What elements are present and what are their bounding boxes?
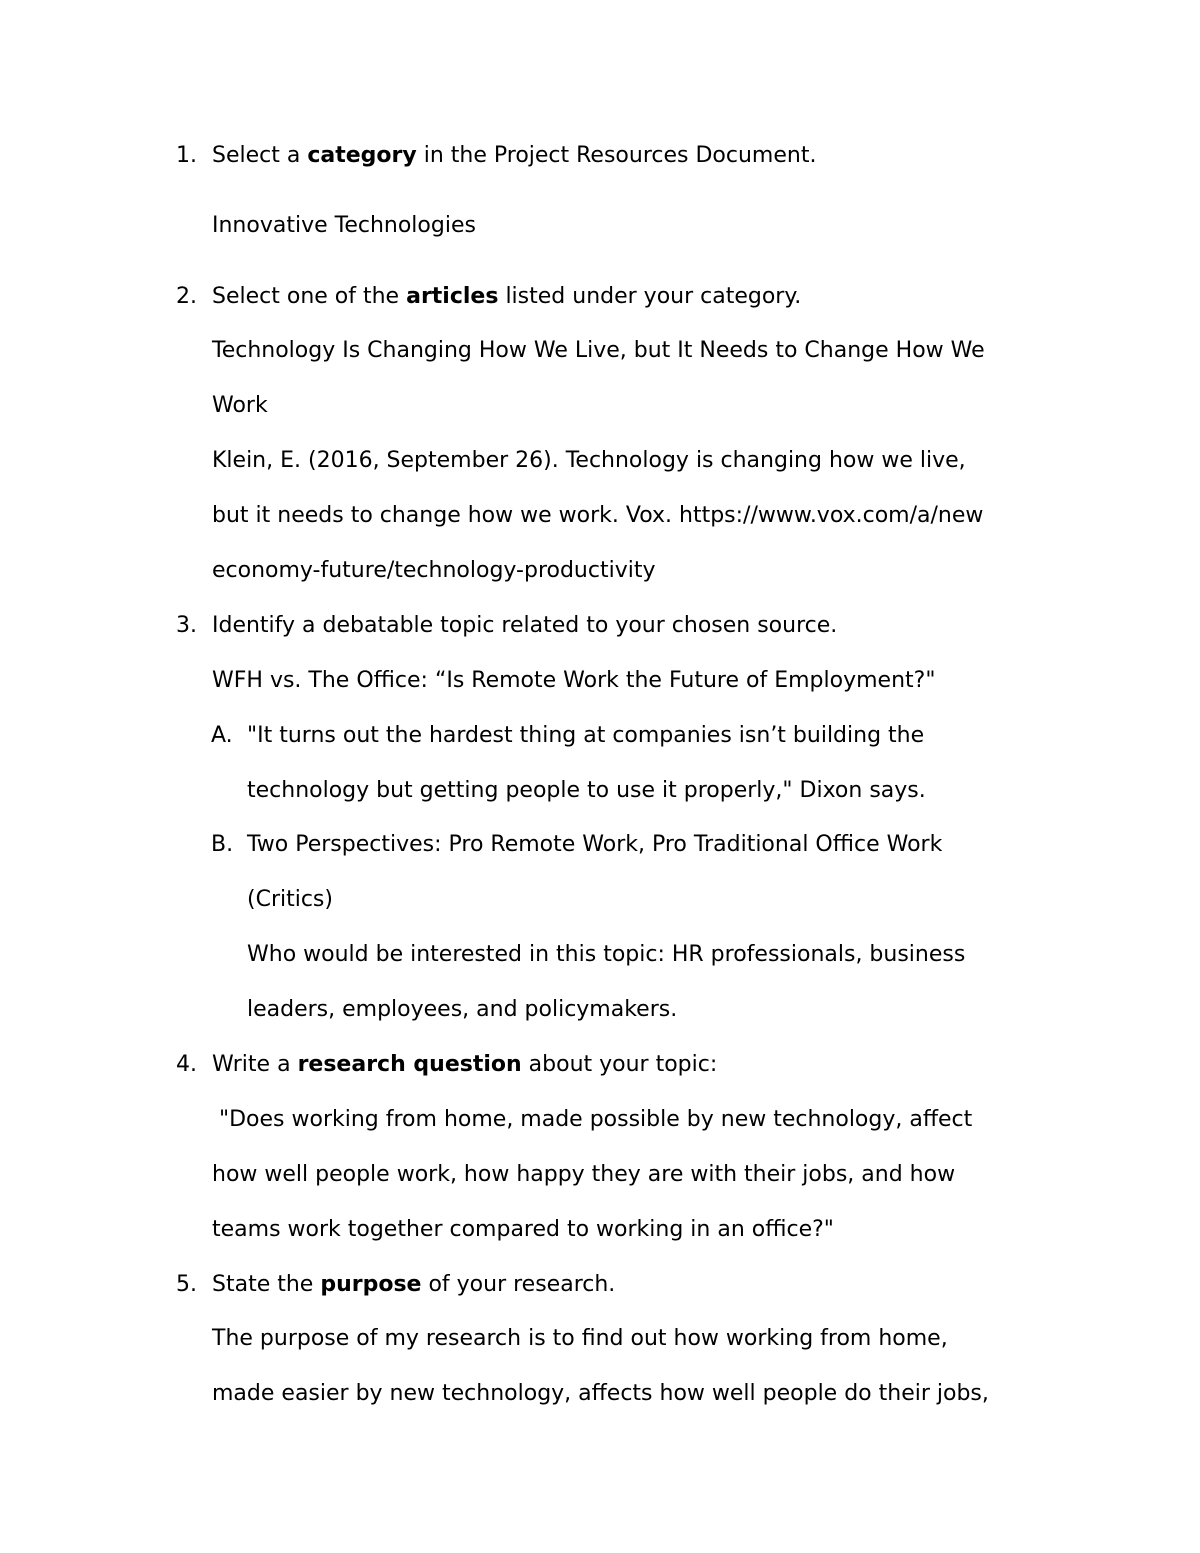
subitem-line: "It turns out the hardest thing at companies isn’t building the bbox=[247, 723, 925, 748]
subitem-line: (Critics) bbox=[247, 887, 333, 912]
answer-line: "Does working from home, made possible by new technology, affect bbox=[212, 1107, 973, 1132]
item-number: 4. bbox=[176, 1052, 197, 1077]
item-prompt: Write a research question about your topic: bbox=[212, 1052, 718, 1077]
item-prompt: State the purpose of your research. bbox=[212, 1272, 616, 1297]
answer-line: Klein, E. (2016, September 26). Technology is changing how we live, bbox=[212, 448, 966, 473]
subitem-line: Two Perspectives: Pro Remote Work, Pro Traditional Office Work bbox=[247, 832, 943, 857]
answer-line: WFH vs. The Office: “Is Remote Work the Future of Employment?" bbox=[212, 668, 936, 693]
item-prompt: Select one of the articles listed under your category. bbox=[212, 284, 802, 309]
answer-line: how well people work, how happy they are with their jobs, and how bbox=[212, 1162, 956, 1187]
item-number: 5. bbox=[176, 1272, 197, 1297]
answer-line: teams work together compared to working in an office?" bbox=[212, 1217, 834, 1242]
answer-line: economy-future/technology-productivity bbox=[212, 558, 656, 583]
answer-line: but it needs to change how we work. Vox. https://www.vox.com/a/new bbox=[212, 503, 984, 528]
answer-line: Innovative Technologies bbox=[212, 213, 476, 238]
item-prompt: Identify a debatable topic related to your chosen source. bbox=[212, 613, 838, 638]
answer-line: made easier by new technology, affects how well people do their jobs, bbox=[212, 1381, 989, 1406]
item-prompt: Select a category in the Project Resources Document. bbox=[212, 143, 817, 168]
item-number: 1. bbox=[176, 143, 197, 168]
subitem-line: technology but getting people to use it properly," Dixon says. bbox=[247, 778, 926, 803]
answer-line: The purpose of my research is to find out how working from home, bbox=[212, 1326, 948, 1351]
subitem-letter: B. bbox=[211, 832, 234, 857]
item-number: 3. bbox=[176, 613, 197, 638]
subitem-line: leaders, employees, and policymakers. bbox=[247, 997, 678, 1022]
subitem-letter: A. bbox=[211, 723, 233, 748]
subitem-line: Who would be interested in this topic: HR professionals, business bbox=[247, 942, 966, 967]
answer-line: Technology Is Changing How We Live, but It Needs to Change How We bbox=[212, 338, 985, 363]
answer-line: Work bbox=[212, 393, 268, 418]
item-number: 2. bbox=[176, 284, 197, 309]
